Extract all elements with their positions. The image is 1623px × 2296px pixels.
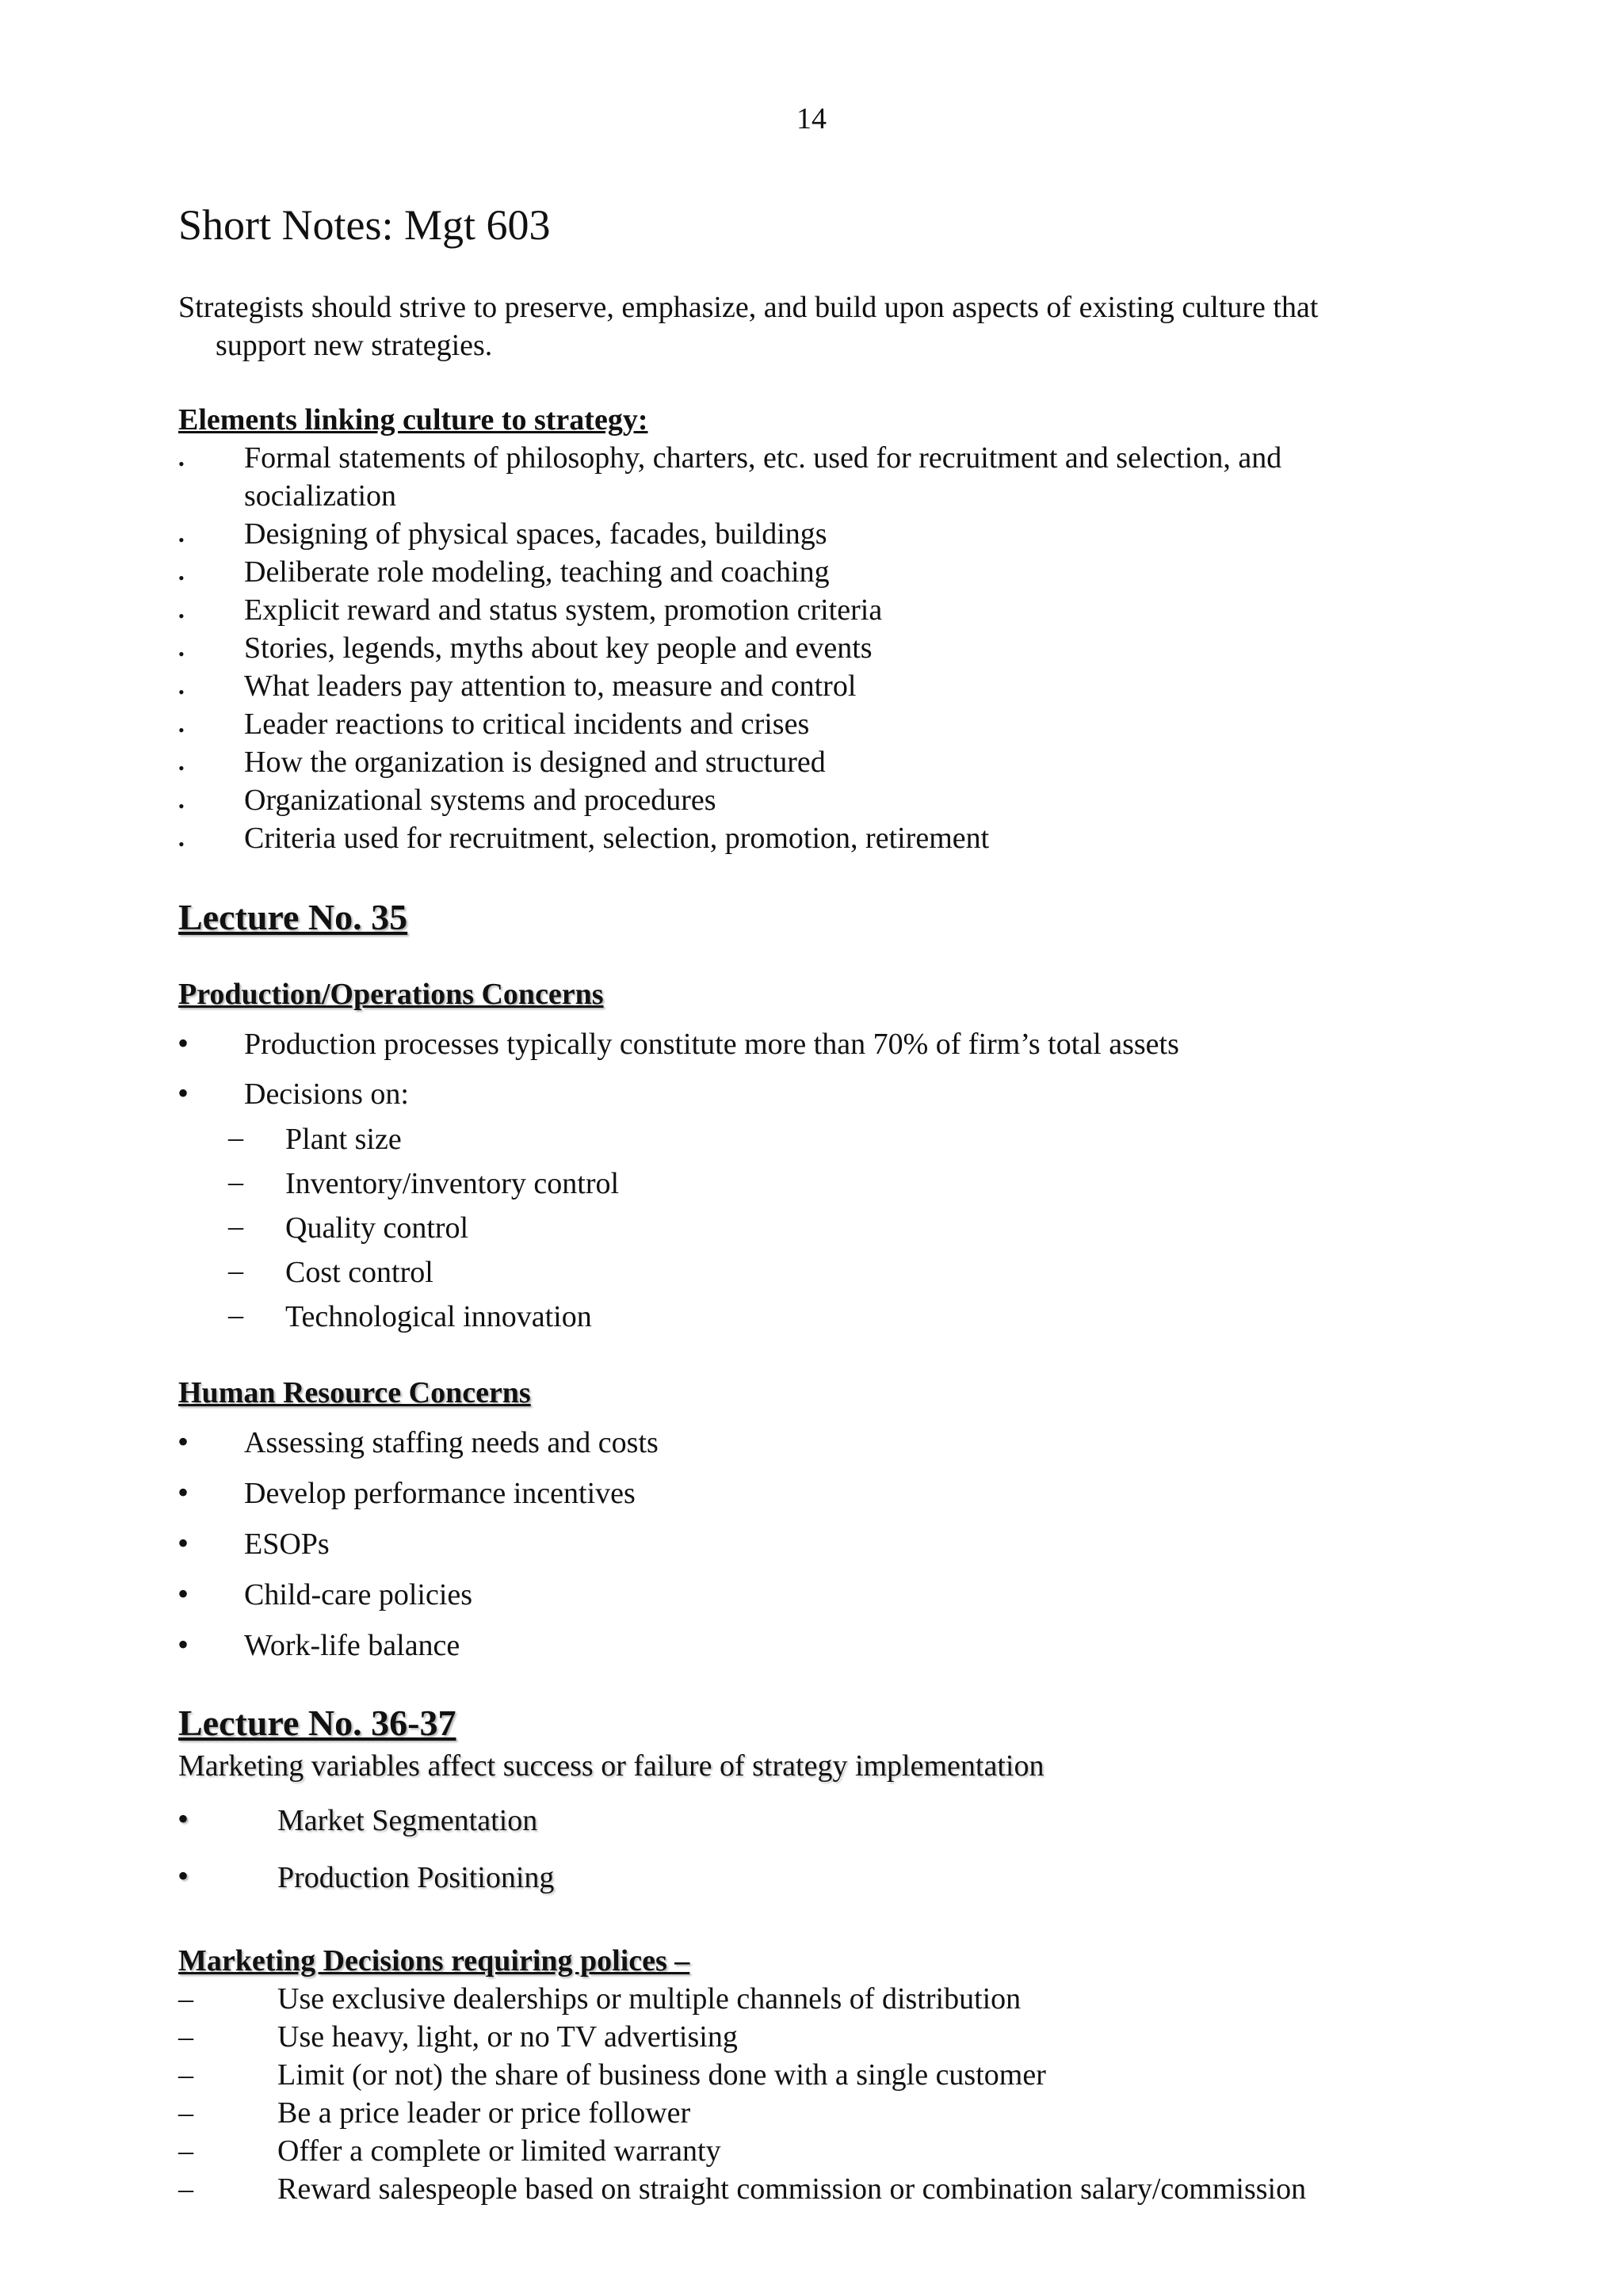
list-item: Use exclusive dealerships or multiple channels of distribution [277,1982,1022,2016]
lecture-36-37-intro: Marketing variables affect success or failure of strategy implementation [178,1749,1044,1783]
bullet-icon: • [178,1576,189,1611]
bullet-icon: • [178,758,185,778]
list-item: Offer a complete or limited warranty [277,2134,721,2168]
page-title: Short Notes: Mgt 603 [178,201,551,249]
bullet-icon: • [178,1025,189,1061]
list-item-continuation: socialization [244,479,397,513]
dash-icon: – [228,1254,243,1287]
list-item: Be a price leader or price follower [277,2096,691,2130]
bullet-icon: • [178,1474,189,1510]
dash-icon: – [178,2020,193,2054]
bullet-icon: • [178,644,185,664]
list-item: Decisions on: [244,1077,409,1111]
lecture-36-37-heading: Lecture No. 36-37 [178,1703,456,1743]
bullet-icon: • [178,1424,189,1459]
bullet-icon: • [178,1858,189,1894]
list-item: Deliberate role modeling, teaching and coaching [244,555,830,589]
marketing-decisions-heading: Marketing Decisions requiring polices – [178,1944,690,1978]
dash-icon: – [178,2172,193,2206]
bullet-icon: • [178,796,185,816]
bullet-icon: • [178,834,185,854]
lecture-35-heading: Lecture No. 35 [178,897,408,937]
bullet-icon: • [178,1627,189,1662]
dash-icon: – [228,1210,243,1243]
bullet-icon: • [178,454,185,474]
list-item: What leaders pay attention to, measure and control [244,669,857,703]
list-item: Limit (or not) the share of business done with a single customer [277,2058,1046,2092]
bullet-icon: • [178,568,185,588]
list-item: Assessing staffing needs and costs [244,1426,659,1459]
list-item: Organizational systems and procedures [244,784,716,817]
list-item: ESOPs [244,1527,330,1561]
dash-icon: – [178,2134,193,2168]
sub-list-item: Quality control [285,1211,469,1245]
sub-list-item: Plant size [285,1123,402,1156]
dash-icon: – [178,2096,193,2130]
list-item: Production Positioning [277,1861,555,1894]
dash-icon: – [228,1299,243,1332]
bullet-icon: • [178,1525,189,1561]
list-item: Formal statements of philosophy, charters, etc. used for recruitment and selection, and [244,441,1282,475]
dash-icon: – [228,1121,243,1154]
list-item: Work-life balance [244,1629,460,1662]
hr-heading: Human Resource Concerns [178,1376,531,1409]
list-item: Market Segmentation [277,1804,538,1837]
list-item: Leader reactions to critical incidents and crises [244,707,810,741]
dash-icon: – [228,1165,243,1199]
bullet-icon: • [178,530,185,550]
bullet-icon: • [178,606,185,626]
intro-line-2: support new strategies. [216,329,493,362]
bullet-icon: • [178,1801,189,1836]
sub-list-item: Cost control [285,1256,433,1289]
sub-list-item: Technological innovation [285,1300,592,1333]
list-item: Use heavy, light, or no TV advertising [277,2020,738,2054]
bullet-icon: • [178,682,185,702]
dash-icon: – [178,2058,193,2092]
elements-heading: Elements linking culture to strategy: [178,403,648,437]
production-heading: Production/Operations Concerns [178,978,604,1011]
intro-line-1: Strategists should strive to preserve, emphasize, and build upon aspects of existing culture that [178,291,1319,324]
bullet-icon: • [178,720,185,740]
dash-icon: – [178,1982,193,2016]
list-item: Develop performance incentives [244,1477,636,1510]
list-item: Reward salespeople based on straight commission or combination salary/commission [277,2172,1307,2206]
sub-list-item: Inventory/inventory control [285,1167,620,1200]
list-item: Criteria used for recruitment, selection, promotion, retirement [244,822,990,855]
list-item: Explicit reward and status system, promotion criteria [244,593,883,627]
list-item: Designing of physical spaces, facades, buildings [244,517,827,551]
list-item: Production processes typically constitute more than 70% of firm’s total assets [244,1028,1179,1061]
bullet-icon: • [178,1075,189,1111]
list-item: How the organization is designed and structured [244,746,826,779]
list-item: Stories, legends, myths about key people and events [244,631,873,665]
page-number: 14 [796,102,827,135]
list-item: Child-care policies [244,1578,473,1611]
